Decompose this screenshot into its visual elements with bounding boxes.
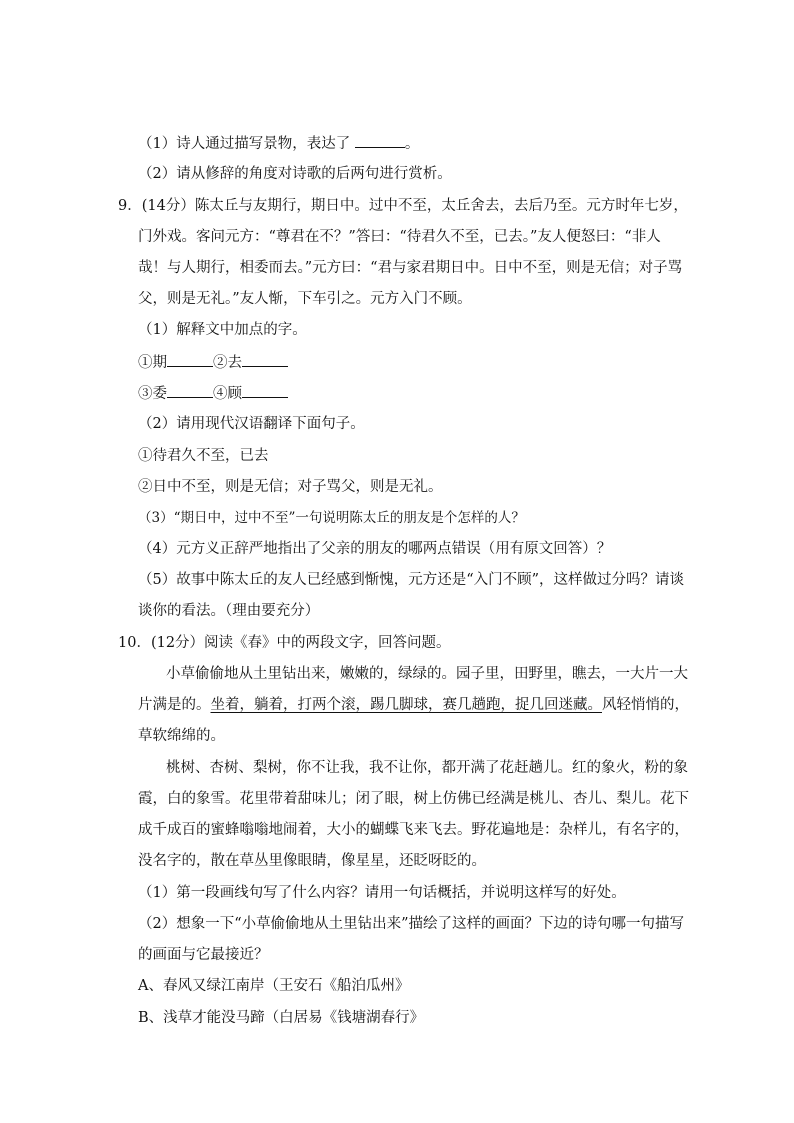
q8-sub1: （1）诗人通过描写景物，表达了 。	[138, 133, 419, 154]
passage-para2-line1: 桃树、杏树、梨树，你不让我，我不让你，都开满了花赶趟儿。红的象火，粉的象	[166, 760, 688, 776]
passage-para1-line3: 草软绵绵的。	[138, 728, 225, 744]
q10-heading: 10．(12分）阅读《春》中的两段文字，回答问题。	[118, 635, 451, 651]
answer-blank[interactable]	[355, 133, 405, 148]
q10-sub1: （1）第一段画线句写了什么内容？请用一句话概括，并说明这样写的好处。	[138, 885, 626, 901]
q9-passage-line3: 哉！与人期行，相委而去。”元方曰：“君与家君期日中。日中不至，则是无信；对子骂	[138, 260, 683, 276]
answer-blank[interactable]	[167, 352, 213, 367]
q9-sub1: （1）解释文中加点的字。	[138, 322, 307, 338]
q9-passage-line1: 9．(14分）陈太丘与友期行，期日中。过中不至，太丘舍去，去后乃至。元方时年七岁，	[118, 198, 688, 214]
q8-sub2: （2）请从修辞的角度对诗歌的后两句进行赏析。	[138, 166, 452, 182]
q9-passage-line2: 门外戏。客问元方：“尊君在不？”答曰：“待君久不至，已去。”友人便怒曰：“非人	[138, 229, 661, 245]
q9-translate-1: ①待君久不至，已去	[138, 448, 269, 464]
passage-para2-line4: 没名字的，散在草丛里像眼睛，像星星，还眨呀眨的。	[138, 853, 486, 869]
option-b: B、浅草才能没马蹄（白居易《钱塘湖春行》	[138, 1010, 425, 1026]
passage-para1-line1: 小草偷偷地从土里钻出来，嫩嫩的，绿绿的。园子里，田野里，瞧去，一大片一大	[166, 666, 688, 682]
underlined-sentence: 坐着，躺着，打两个滚，踢几脚球，赛几趟跑，捉几回迷藏。	[210, 697, 602, 713]
q10-sub2-line2: 的画面与它最接近？	[138, 947, 269, 963]
q9-passage-line4: 父，则是无礼。”友人惭，下车引之。元方入门不顾。	[138, 291, 472, 307]
q9-vocab-row1: ①期 ②去	[138, 352, 288, 373]
passage-para2-line2: 霞，白的象雪。花里带着甜味儿；闭了眼，树上仿佛已经满是桃儿、杏儿、梨儿。花下	[138, 791, 689, 807]
q9-sub2: （2）请用现代汉语翻译下面句子。	[138, 416, 365, 432]
q9-vocab-row2: ③委 ④顾	[138, 383, 288, 404]
q9-sub3: （3）“期日中，过中不至”一句说明陈太丘的朋友是个怎样的人？	[138, 510, 525, 526]
q9-sub4: （4）元方义正辞严地指出了父亲的朋友的哪两点错误（用有原文回答）？	[138, 541, 612, 557]
answer-blank[interactable]	[167, 383, 213, 398]
passage-para2-line3: 成千成百的蜜蜂嗡嗡地闹着，大小的蝴蝶飞来飞去。野花遍地是：杂样儿，有名字的，	[138, 822, 689, 838]
q9-sub5-line1: （5）故事中陈太丘的友人已经感到惭愧，元方还是“入门不顾”，这样做过分吗？请谈	[138, 572, 685, 588]
q9-sub5-line2: 谈你的看法。（理由要充分）	[138, 603, 320, 619]
answer-blank[interactable]	[242, 383, 288, 398]
answer-blank[interactable]	[242, 352, 288, 367]
option-a: A、春风又绿江南岸（王安石《船泊瓜州》	[138, 978, 410, 994]
q10-sub2-line1: （2）想象一下“小草偷偷地从土里钻出来”描绘了这样的画面？下边的诗句哪一句描写	[138, 916, 685, 932]
passage-para1-line2: 片满是的。坐着，躺着，打两个滚，踢几脚球，赛几趟跑，捉几回迷藏。风轻悄悄的，	[138, 697, 689, 713]
q9-translate-2: ②日中不至，则是无信；对子骂父，则是无礼。	[138, 479, 443, 495]
